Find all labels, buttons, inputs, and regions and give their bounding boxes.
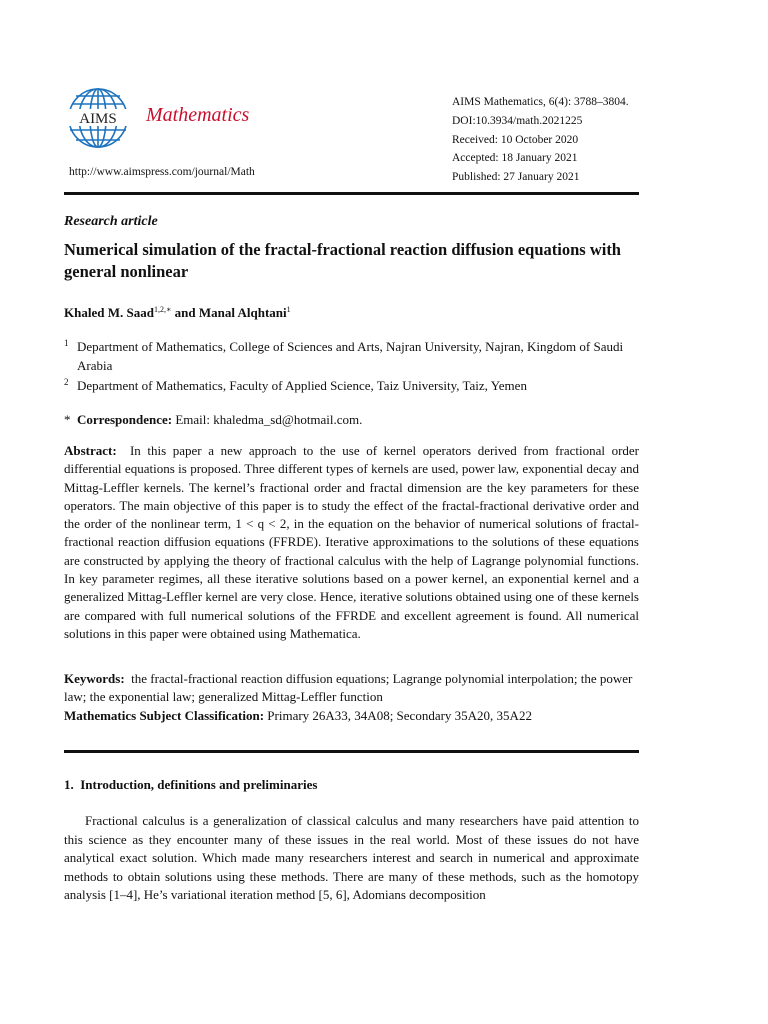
correspondence-label: Correspondence: [77,412,173,427]
abstract-label: Abstract: [64,443,117,458]
abstract-text: In this paper a new approach to the use of kernel operators derived from fractional order differential equations is proposed. Three different types of kernels are used, power law, exponential decay and Mittag-Leffler kernels. The kernel’s fractional order and fractal dimension are the key parameters for these operators. The main objective of this paper is to study the effect of the fractal-fractional derivative order and the order of the nonlinear term, 1 < q < 2, in the equation on the behavior of numerical solutions of fractal-fractional reaction diffusion equations (FFRDE). Iterative approximations to the solutions of these equations are constructed by applying the theory of fractional calculus with the help of Lagrange polynomial functions. In key parameter regimes, all these iterative solutions based on a power kernel, an exponential kernel and a generalized Mittag-Leffler kernel are very close. Hence, iterative solutions obtained using one of these kernels are compared with full numerical solutions of the FFRDE and excellent agreement is found. All numerical solutions in this paper were obtained using Mathematica. [64,443,640,641]
journal-url[interactable]: http://www.aimspress.com/journal/Math [69,166,255,178]
header-rule [64,192,639,195]
abstract [64,442,639,643]
msc-label: Mathematics Subject Classification: [64,707,265,723]
meta-doi[interactable]: DOI:10.3934/math.2021225 [452,114,583,127]
affiliation-2 [64,376,639,395]
msc [64,707,639,725]
meta-received: Received: 10 October 2020 [452,133,579,146]
intro-paragraph: Fractional calculus is a generalization of classical calculus and many researchers have paid attention to this science as they encounter many of these issues in the real world. Most of these issues do not have analytical exact solution. Which made many researchers interest and search in numerical and approximate methods to obtain solutions using these methods. There are many of these methods, such as the homotopy analysis [1–4], He’s variational iteration method [5, 6], Adomians decomposition [64,813,639,903]
author-list [64,305,291,321]
affiliation-number: 1 [64,338,69,348]
affiliation-1 [64,337,639,375]
keywords [64,670,639,707]
aims-globe-logo-icon [66,86,130,150]
msc-text: Primary 26A33, 34A08; Secondary 35A20, 35A22 [267,707,532,723]
affiliation-number: 2 [64,377,69,387]
correspondence [64,412,362,428]
correspondence-email[interactable]: Email: khaledma_sd@hotmail.com. [175,412,363,427]
author-name: Khaled M. Saad [64,305,154,320]
keywords-block [64,670,639,725]
abstract-rule [64,750,639,753]
author-affiliation-mark: 1,2,∗ [153,305,172,314]
author-name: Manal Alqhtani [198,305,287,320]
article-type: Research article [64,214,158,229]
affiliation-text: Department of Mathematics, College of Sciences and Arts, Najran University, Najran, Kingdom of Saudi Arabia [77,339,624,373]
meta-accepted: Accepted: 18 January 2021 [452,152,578,165]
meta-citation: AIMS Mathematics, 6(4): 3788–3804. [452,96,629,108]
keywords-label: Keywords: [64,671,125,686]
article-title: Numerical simulation of the fractal-fractional reaction diffusion equations with general nonlinear [64,240,621,281]
meta-published: Published: 27 January 2021 [452,171,580,184]
author-affiliation-mark: 1 [286,305,291,314]
correspondence-star: * [64,412,71,427]
article-meta [452,93,629,187]
section-heading: 1. Introduction, definitions and preliminaries [64,777,318,792]
author-joiner: and [171,305,199,320]
journal-name: Mathematics [146,104,250,126]
keywords-text: the fractal-fractional reaction diffusion equations; Lagrange polynomial interpolation; the power law; the exponential law; generalized Mittag-Leffler function [64,671,633,705]
affiliation-text: Department of Mathematics, Faculty of Applied Science, Taiz University, Taiz, Yemen [77,378,527,393]
logo-text: AIMS [79,111,117,127]
